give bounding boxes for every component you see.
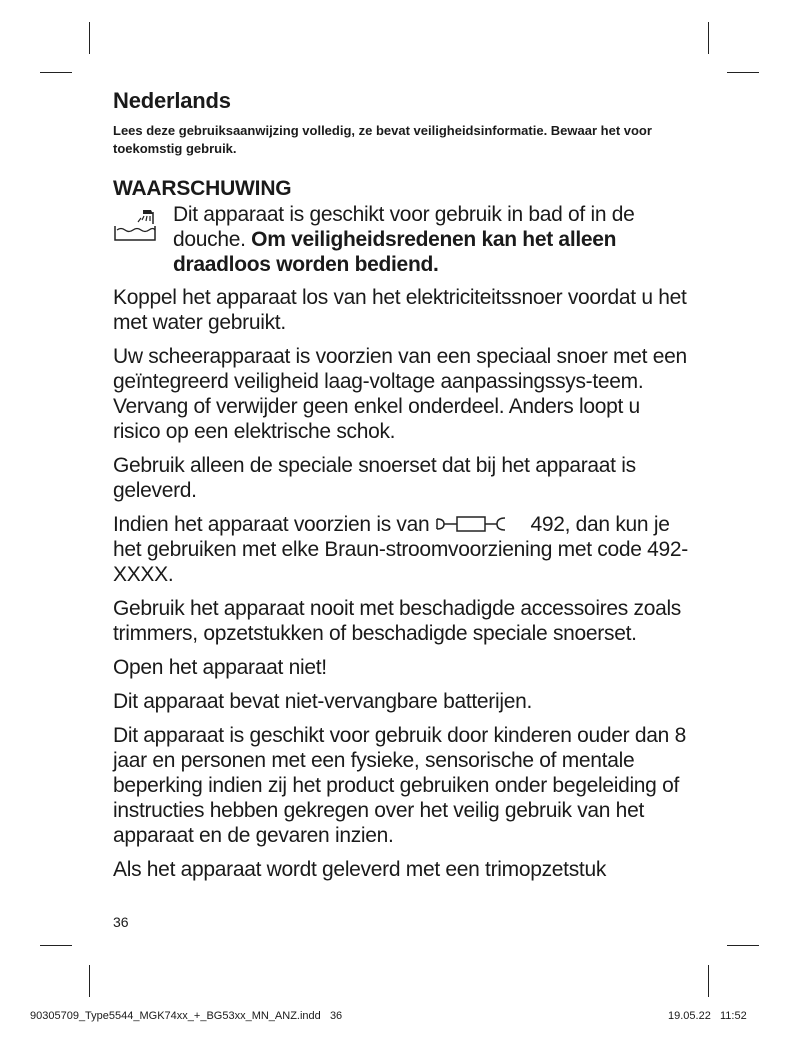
paragraph-trimmer: Als het apparaat wordt geleverd met een trimopzetstuk: [113, 858, 607, 881]
page-number: 36: [113, 914, 129, 930]
crop-mark-bottom-right-horizontal: [727, 945, 759, 946]
crop-mark-bottom-left-vertical: [89, 965, 90, 997]
crop-mark-top-right-horizontal: [727, 72, 759, 73]
page-content: [113, 88, 691, 891]
crop-mark-bottom-left-horizontal: [40, 945, 72, 946]
paragraph-do-not-open: Open het apparaat niet!: [113, 656, 327, 679]
paragraph-batteries: Dit apparaat bevat niet-vervangbare batterijen.: [113, 690, 532, 713]
warning-block: [113, 202, 691, 277]
bath-shower-icon: [113, 206, 157, 244]
supply-text-after: 492, dan kun je het gebruiken met elke Braun-stroomvoorziening met code 492-XXXX.: [113, 513, 688, 586]
crop-mark-top-right-vertical: [708, 22, 709, 54]
warning-text-regular: Dit apparaat is geschikt voor gebruik in bad of in de douche.: [173, 203, 635, 251]
language-title: Nederlands: [113, 88, 231, 113]
paragraph-disconnect: Koppel het apparaat los van het elektriciteitssnoer voordat u het met water gebruikt.: [113, 286, 687, 334]
crop-mark-top-left-horizontal: [40, 72, 72, 73]
paragraph-damaged-accessories: Gebruik het apparaat nooit met beschadigde accessoires zoals trimmers, opzetstukken of beschadigde speciale snoerset.: [113, 597, 682, 645]
warning-heading: WAARSCHUWING: [113, 177, 292, 200]
paragraph-special-cord: Uw scheerapparaat is voorzien van een speciaal snoer met een geïntegreerd veiligheid laag-voltage aanpassingssys-teem. Vervang of verwijder geen enkel onderdeel. Anders loopt u risico op een elektrische schok.: [113, 345, 687, 443]
warning-text: [173, 202, 691, 277]
intro-text: Lees deze gebruiksaanwijzing volledig, ze bevat veiligheidsinformatie. Bewaar het voor toekomstig gebruik.: [113, 123, 652, 156]
paragraph-children: Dit apparaat is geschikt voor gebruik door kinderen ouder dan 8 jaar en personen met een fysieke, sensorische of mentale beperking indien zij het product gebruiken onder begeleiding of instructies hebben gekregen over het veilig gebruik van het apparaat en de gevaren inzien.: [113, 724, 686, 847]
warning-text-bold: Om veiligheidsredenen kan het alleen draadloos worden bediend.: [173, 228, 617, 276]
footer-filename: 90305709_Type5544_MGK74xx_+_BG53xx_MN_ANZ.indd 36: [30, 1010, 343, 1022]
paragraph-power-supply: [113, 512, 691, 587]
supply-text-before: Indien het apparaat voorzien is van: [113, 513, 435, 536]
footer-timestamp: 19.05.22 11:52: [668, 1010, 747, 1022]
paragraph-cordset: Gebruik alleen de speciale snoerset dat bij het apparaat is geleverd.: [113, 454, 636, 502]
crop-mark-top-left-vertical: [89, 22, 90, 54]
crop-mark-bottom-right-vertical: [708, 965, 709, 997]
power-supply-unit-icon: [435, 515, 525, 533]
